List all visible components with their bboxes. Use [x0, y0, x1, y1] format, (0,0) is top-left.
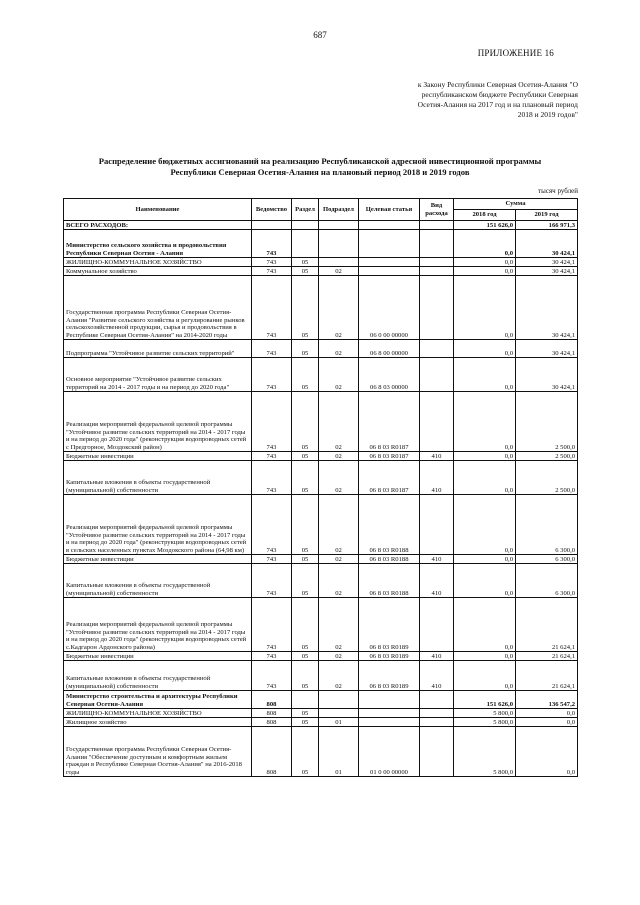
table-row	[64, 555, 578, 564]
row-subsection-code: 02	[319, 392, 359, 452]
row-target-article: 06 0 00 00000	[359, 276, 420, 340]
row-expense-type	[420, 276, 454, 340]
row-amount-2018: 0,0	[454, 495, 516, 555]
row-target-article: 06 8 03 R0188	[359, 495, 420, 555]
row-subsection-code: 02	[319, 495, 359, 555]
row-name: Капитальные вложения в объекты государственной (муниципальной) собственности	[64, 661, 252, 691]
row-target-article: 06 8 00 00000	[359, 340, 420, 358]
row-expense-type	[420, 495, 454, 555]
row-name: Подпрограмма "Устойчивое развитие сельских территорий"	[64, 340, 252, 358]
table-row	[64, 392, 578, 452]
row-section-code	[292, 221, 319, 230]
row-name: Министерство сельского хозяйства и продовольствия Республики Северная Осетия - Алания	[64, 230, 252, 258]
budget-table	[63, 198, 578, 777]
row-section-code: 05	[292, 452, 319, 461]
row-expense-type	[420, 340, 454, 358]
row-subsection-code: 02	[319, 267, 359, 276]
row-name: Бюджетные инвестиции	[64, 555, 252, 564]
row-amount-2019: 136 547,2	[516, 691, 578, 709]
row-expense-type	[420, 718, 454, 727]
row-target-article: 06 8 03 R0189	[359, 598, 420, 652]
header-2018: 2018 год	[454, 210, 516, 221]
row-name: Основное мероприятие "Устойчивое развитие сельских территорий на 2014 - 2017 годы и на период до 2020 года"	[64, 358, 252, 392]
row-amount-2018: 0,0	[454, 652, 516, 661]
row-subsection-code	[319, 691, 359, 709]
row-section-code: 05	[292, 727, 319, 777]
row-name: Бюджетные инвестиции	[64, 652, 252, 661]
row-amount-2019: 21 624,1	[516, 598, 578, 652]
row-subsection-code: 02	[319, 661, 359, 691]
row-ministry-code: 808	[252, 709, 292, 718]
document-title	[40, 156, 600, 178]
table-row	[64, 258, 578, 267]
row-amount-2018: 0,0	[454, 598, 516, 652]
row-amount-2019: 6 300,0	[516, 555, 578, 564]
row-section-code: 05	[292, 392, 319, 452]
title-line-1: Распределение бюджетных ассигнований на реализацию Республиканской адресной инвестиционной программы	[98, 156, 542, 166]
row-amount-2019: 0,0	[516, 718, 578, 727]
row-subsection-code: 02	[319, 555, 359, 564]
row-ministry-code	[252, 221, 292, 230]
row-ministry-code: 743	[252, 661, 292, 691]
row-ministry-code: 743	[252, 652, 292, 661]
row-amount-2019: 2 500,0	[516, 392, 578, 452]
row-section-code: 05	[292, 267, 319, 276]
budget-rows	[64, 221, 578, 777]
header-subsection: Подраздел	[319, 199, 359, 221]
row-amount-2018: 0,0	[454, 392, 516, 452]
row-expense-type	[420, 258, 454, 267]
row-subsection-code	[319, 258, 359, 267]
row-expense-type: 410	[420, 555, 454, 564]
row-name: Бюджетные инвестиции	[64, 452, 252, 461]
row-section-code: 05	[292, 461, 319, 495]
row-amount-2018: 0,0	[454, 564, 516, 598]
row-expense-type	[420, 230, 454, 258]
row-section-code: 05	[292, 709, 319, 718]
row-expense-type: 410	[420, 661, 454, 691]
row-ministry-code: 743	[252, 258, 292, 267]
row-subsection-code	[319, 709, 359, 718]
row-amount-2019: 2 500,0	[516, 461, 578, 495]
row-amount-2018: 0,0	[454, 276, 516, 340]
law-reference: к Закону Республики Северная Осетия-Алания "О республиканском бюджете Республики Северная Осетия-Алания на 2017 год и на плановый период 2018 и 2019 годов"	[417, 80, 578, 119]
row-expense-type: 410	[420, 461, 454, 495]
row-amount-2018: 0,0	[454, 555, 516, 564]
row-expense-type	[420, 392, 454, 452]
row-target-article: 06 8 03 R0188	[359, 555, 420, 564]
table-row	[64, 661, 578, 691]
row-amount-2018: 5 800,0	[454, 718, 516, 727]
row-amount-2019: 30 424,1	[516, 267, 578, 276]
row-name: ВСЕГО РАСХОДОВ:	[64, 221, 252, 230]
header-section: Раздел	[292, 199, 319, 221]
row-target-article	[359, 221, 420, 230]
row-section-code: 05	[292, 555, 319, 564]
row-section-code: 05	[292, 358, 319, 392]
table-row	[64, 709, 578, 718]
table-row	[64, 452, 578, 461]
header-sum: Сумма	[454, 199, 578, 210]
table-row	[64, 461, 578, 495]
row-target-article	[359, 230, 420, 258]
row-amount-2018: 0,0	[454, 661, 516, 691]
row-amount-2018: 5 800,0	[454, 709, 516, 718]
table-row	[64, 652, 578, 661]
row-amount-2018: 0,0	[454, 267, 516, 276]
table-row	[64, 358, 578, 392]
row-target-article: 01 0 00 00000	[359, 727, 420, 777]
row-subsection-code: 02	[319, 340, 359, 358]
row-amount-2018: 5 800,0	[454, 727, 516, 777]
row-section-code: 05	[292, 564, 319, 598]
header-ministry: Ведомство	[252, 199, 292, 221]
row-amount-2019: 30 424,1	[516, 258, 578, 267]
row-amount-2019: 21 624,1	[516, 661, 578, 691]
row-expense-type	[420, 691, 454, 709]
row-amount-2019: 30 424,1	[516, 230, 578, 258]
row-expense-type	[420, 267, 454, 276]
row-target-article: 06 8 03 00000	[359, 358, 420, 392]
row-subsection-code: 02	[319, 598, 359, 652]
row-amount-2019: 0,0	[516, 709, 578, 718]
row-subsection-code: 02	[319, 652, 359, 661]
row-section-code: 05	[292, 258, 319, 267]
row-amount-2019: 30 424,1	[516, 358, 578, 392]
row-subsection-code	[319, 221, 359, 230]
row-amount-2018: 0,0	[454, 340, 516, 358]
table-row	[64, 495, 578, 555]
row-name: Реализация мероприятий федеральной целевой программы "Устойчивое развитие сельских территорий на 2014 - 2017 годы и на период до 2020 года" (реконструкция водопроводных сетей с Предгорное, Моздокский район)	[64, 392, 252, 452]
row-ministry-code: 808	[252, 718, 292, 727]
row-target-article: 06 8 03 R0187	[359, 392, 420, 452]
row-name: Жилищное хозяйство	[64, 718, 252, 727]
row-amount-2018: 0,0	[454, 461, 516, 495]
row-section-code: 05	[292, 495, 319, 555]
row-subsection-code: 02	[319, 358, 359, 392]
row-name: Капитальные вложения в объекты государственной (муниципальной) собственности	[64, 461, 252, 495]
table-row	[64, 276, 578, 340]
row-subsection-code: 02	[319, 276, 359, 340]
row-section-code: 05	[292, 276, 319, 340]
appendix-label: ПРИЛОЖЕНИЕ 16	[477, 48, 554, 58]
row-expense-type: 410	[420, 452, 454, 461]
row-ministry-code: 808	[252, 691, 292, 709]
table-row	[64, 598, 578, 652]
row-amount-2018: 151 626,0	[454, 691, 516, 709]
row-name: Капитальные вложения в объекты государственной (муниципальной) собственности	[64, 564, 252, 598]
row-ministry-code: 743	[252, 461, 292, 495]
row-target-article	[359, 691, 420, 709]
row-name: Коммунальное хозяйство	[64, 267, 252, 276]
table-row	[64, 221, 578, 230]
row-section-code	[292, 691, 319, 709]
table-row	[64, 727, 578, 777]
row-target-article: 06 8 03 R0188	[359, 564, 420, 598]
row-section-code: 05	[292, 340, 319, 358]
row-expense-type	[420, 221, 454, 230]
page-number: 687	[313, 30, 327, 40]
header-2019: 2019 год	[516, 210, 578, 221]
row-target-article: 06 8 03 R0187	[359, 452, 420, 461]
row-ministry-code: 743	[252, 267, 292, 276]
row-section-code: 05	[292, 718, 319, 727]
row-ministry-code: 743	[252, 452, 292, 461]
row-target-article	[359, 718, 420, 727]
row-target-article: 06 8 03 R0187	[359, 461, 420, 495]
row-amount-2019: 2 500,0	[516, 452, 578, 461]
row-amount-2019: 30 424,1	[516, 340, 578, 358]
row-ministry-code: 743	[252, 340, 292, 358]
row-amount-2018: 0,0	[454, 358, 516, 392]
row-amount-2018: 0,0	[454, 258, 516, 267]
row-subsection-code	[319, 230, 359, 258]
title-line-2: Республики Северная Осетия-Алания на плановый период 2018 и 2019 годов	[170, 167, 470, 177]
row-subsection-code: 02	[319, 564, 359, 598]
units-label: тысяч рублей	[538, 187, 578, 195]
row-expense-type: 410	[420, 652, 454, 661]
row-expense-type	[420, 598, 454, 652]
row-amount-2019: 30 424,1	[516, 276, 578, 340]
row-target-article	[359, 267, 420, 276]
row-ministry-code: 743	[252, 392, 292, 452]
row-section-code: 05	[292, 598, 319, 652]
row-amount-2019: 6 300,0	[516, 564, 578, 598]
row-amount-2019: 0,0	[516, 727, 578, 777]
header-expense-type: Вид расхода	[420, 199, 454, 221]
row-target-article: 06 8 03 R0189	[359, 652, 420, 661]
row-expense-type	[420, 358, 454, 392]
row-expense-type: 410	[420, 564, 454, 598]
table-row	[64, 691, 578, 709]
row-ministry-code: 743	[252, 358, 292, 392]
row-ministry-code: 743	[252, 564, 292, 598]
table-row	[64, 267, 578, 276]
row-target-article	[359, 709, 420, 718]
row-name: Государственная программа Республики Северная Осетия-Алания "Обеспечение доступным и комфортным жильем граждан в Республике Северная Осетия-Алания" на 2016-2018 годы	[64, 727, 252, 777]
row-expense-type	[420, 709, 454, 718]
header-target-article: Целевая статья	[359, 199, 420, 221]
row-expense-type	[420, 727, 454, 777]
header-name: Наименование	[64, 199, 252, 221]
row-section-code: 05	[292, 652, 319, 661]
row-amount-2018: 0,0	[454, 230, 516, 258]
row-name: ЖИЛИЩНО-КОММУНАЛЬНОЕ ХОЗЯЙСТВО	[64, 709, 252, 718]
row-ministry-code: 743	[252, 276, 292, 340]
row-subsection-code: 01	[319, 727, 359, 777]
row-name: Министерство строительства и архитектуры Республики Северная Осетия-Алания	[64, 691, 252, 709]
row-subsection-code: 02	[319, 461, 359, 495]
row-amount-2019: 6 300,0	[516, 495, 578, 555]
table-row	[64, 340, 578, 358]
row-amount-2018: 151 626,0	[454, 221, 516, 230]
row-ministry-code: 743	[252, 230, 292, 258]
row-ministry-code: 808	[252, 727, 292, 777]
row-name: ЖИЛИЩНО-КОММУНАЛЬНОЕ ХОЗЯЙСТВО	[64, 258, 252, 267]
row-target-article: 06 8 03 R0189	[359, 661, 420, 691]
table-row	[64, 230, 578, 258]
row-subsection-code: 01	[319, 718, 359, 727]
row-name: Государственная программа Республики Северная Осетия-Алания "Развитие сельского хозяйства и регулирование рынков сельскохозяйственной продукции, сырья и продовольствия в Республике Северная Осетия-Алания" на 2014-2020 годы	[64, 276, 252, 340]
row-name: Реализация мероприятий федеральной целевой программы "Устойчивое развитие сельских территорий на 2014 - 2017 годы и на период до 2020 года" (реконструкция водопроводных сетей с.Кадгарон Ардонского района)	[64, 598, 252, 652]
row-name: Реализация мероприятий федеральной целевой программы "Устойчивое развитие сельских территорий на 2014 - 2017 годы и на период до 2020 года" (реконструкция водопроводных сетей в сельских населенных пунктах Моздокского района (64,98 км)	[64, 495, 252, 555]
row-subsection-code: 02	[319, 452, 359, 461]
table-row	[64, 718, 578, 727]
row-ministry-code: 743	[252, 598, 292, 652]
row-section-code: 05	[292, 661, 319, 691]
row-ministry-code: 743	[252, 555, 292, 564]
row-amount-2019: 21 624,1	[516, 652, 578, 661]
row-target-article	[359, 258, 420, 267]
row-ministry-code: 743	[252, 495, 292, 555]
row-amount-2018: 0,0	[454, 452, 516, 461]
table-row	[64, 564, 578, 598]
row-section-code	[292, 230, 319, 258]
row-amount-2019: 166 971,3	[516, 221, 578, 230]
